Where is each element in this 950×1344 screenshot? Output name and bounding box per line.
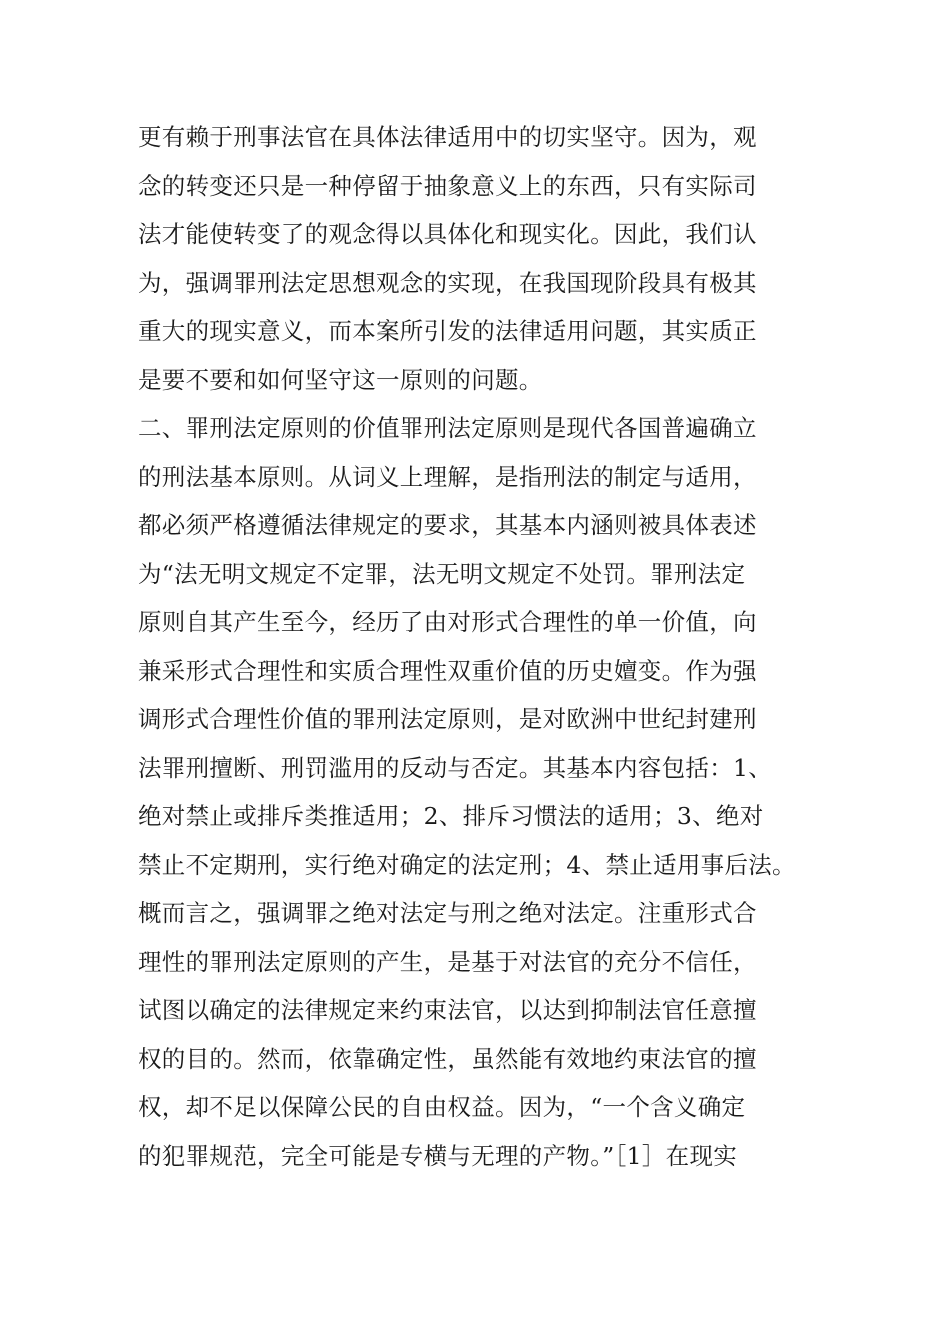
text-line: 更有赖于刑事法官在具体法律适用中的切实坚守。因为，观: [138, 123, 757, 151]
text-line: 概而言之，强调罪之绝对法定与刑之绝对法定。注重形式合: [138, 899, 757, 927]
text-line: 念的转变还只是一种停留于抽象意义上的东西，只有实际司: [138, 171, 757, 200]
text-line: 为“法无明文规定不定罪，法无明文规定不处罚。罪刑法定: [138, 559, 746, 588]
text-line: 重大的现实意义，而本案所引发的法律适用问题，其实质正: [138, 317, 757, 345]
text-line: 权的目的。然而，依靠确定性，虽然能有效地约束法官的擅: [138, 1044, 757, 1073]
text-line: 兼采形式合理性和实质合理性双重价值的历史嬗变。作为强: [138, 656, 757, 685]
text-line: 二、罪刑法定原则的价值罪刑法定原则是现代各国普遍确立: [138, 414, 757, 442]
text-line: 绝对禁止或排斥类推适用；2、排斥习惯法的适用；3、绝对: [138, 802, 764, 830]
text-line: 的犯罪规范，完全可能是专横与无理的产物。”［1］在现实: [138, 1141, 738, 1170]
text-line: 调形式合理性价值的罪刑法定原则，是对欧洲中世纪封建刑: [138, 705, 757, 733]
text-line: 权，却不足以保障公民的自由权益。因为，“一个含义确定: [138, 1093, 746, 1121]
text-line: 理性的罪刑法定原则的产生，是基于对法官的充分不信任，: [138, 947, 757, 976]
text-line: 法罪刑擅断、刑罚滥用的反动与否定。其基本内容包括：1、: [138, 753, 773, 782]
text-line: 原则自其产生至今，经历了由对形式合理性的单一价值，向: [138, 608, 757, 636]
body-text: [138, 113, 838, 1180]
text-line: 为，强调罪刑法定思想观念的实现，在我国现阶段具有极其: [138, 268, 757, 297]
text-line: 是要不要和如何坚守这一原则的问题。: [138, 365, 543, 394]
text-line: 试图以确定的法律规定来约束法官，以达到抑制法官任意擅: [138, 996, 757, 1024]
text-line: 的刑法基本原则。从词义上理解，是指刑法的制定与适用，: [138, 462, 757, 491]
text-line: 都必须严格遵循法律规定的要求，其基本内涵则被具体表述: [138, 511, 757, 539]
text-line: 禁止不定期刑，实行绝对确定的法定刑；4、禁止适用事后法。: [138, 850, 796, 879]
text-line: 法才能使转变了的观念得以具体化和现实化。因此，我们认: [138, 220, 757, 248]
